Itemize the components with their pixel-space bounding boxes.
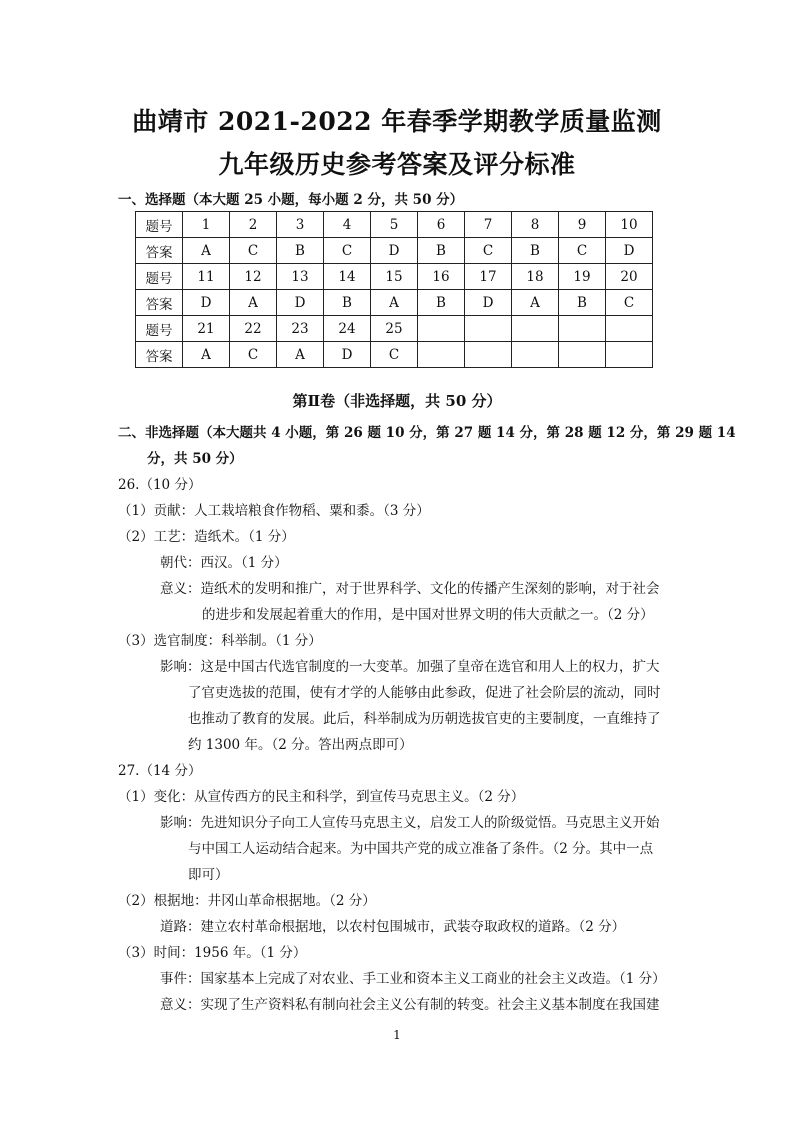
table-cell: B [512,238,559,264]
table-cell: B [277,238,324,264]
table-cell: 6 [418,212,465,238]
table-row [136,212,653,238]
table-cell: 19 [559,264,606,290]
table-cell: B [418,238,465,264]
q27-answer1-impact-l3: 即可） [188,867,229,883]
table-row-header: 答案 [136,290,183,316]
table-cell: 8 [512,212,559,238]
table-cell: 22 [230,316,277,342]
q27-answer3: （3）时间：1956 年。（1 分） [118,945,307,961]
table-cell: C [371,342,418,368]
table-row-header: 题号 [136,264,183,290]
table-cell: 21 [183,316,230,342]
table-cell: C [230,238,277,264]
q26-answer2-dynasty: 朝代：西汉。（1 分） [160,555,288,571]
table-cell [418,342,465,368]
table-cell [559,316,606,342]
q26-answer1: （1）贡献：人工栽培粮食作物稻、粟和黍。（3 分） [118,503,430,519]
section2-heading-line2: 分，共 50 分） [147,451,243,467]
table-cell: 1 [183,212,230,238]
q26-answer3-impact-l1: 影响：这是中国古代选官制度的一大变革。加强了皇帝在选官和用人上的权力，扩大 [160,659,660,675]
table-row [136,290,653,316]
q27-answer2-road: 道路：建立农村革命根据地，以农村包围城市，武装夺取政权的道路。（2 分） [160,919,626,935]
table-cell [559,342,606,368]
table-cell: D [465,290,512,316]
q26-answer2-significance-l1: 意义：造纸术的发明和推广，对于世界科学、文化的传播产生深刻的影响，对于社会 [160,581,660,597]
table-cell: C [324,238,371,264]
table-cell [418,316,465,342]
table-cell: 3 [277,212,324,238]
q27-answer1-impact-l2: 与中国工人运动结合起来。为中国共产党的成立准备了条件。（2 分。其中一点 [188,841,654,857]
q26-answer3-impact-l2: 了官吏选拔的范围，使有才学的人能够由此参政，促进了社会阶层的流动，同时 [188,685,661,701]
q27-answer2: （2）根据地：井冈山革命根据地。（2 分） [118,893,376,909]
table-cell: A [183,342,230,368]
document-subtitle: 九年级历史参考答案及评分标准 [218,150,576,179]
page-number: 1 [393,1028,401,1042]
table-cell: D [606,238,653,264]
table-cell: 17 [465,264,512,290]
table-cell: A [183,238,230,264]
table-cell: 7 [465,212,512,238]
q27-answer1-impact-l1: 影响：先进知识分子向工人宣传马克思主义，启发工人的阶级觉悟。马克思主义开始 [160,815,660,831]
table-cell: 9 [559,212,606,238]
table-cell: 20 [606,264,653,290]
table-cell: A [371,290,418,316]
table-cell: 10 [606,212,653,238]
table-cell [606,316,653,342]
table-row-header: 题号 [136,316,183,342]
table-cell: 24 [324,316,371,342]
table-cell: C [230,342,277,368]
section1-heading: 一、选择题（本大题 25 小题，每小题 2 分，共 50 分） [118,192,464,208]
table-cell: 15 [371,264,418,290]
q26-answer2: （2）工艺：造纸术。（1 分） [118,529,295,545]
part2-title: 第Ⅱ卷（非选择题，共 50 分） [292,392,502,410]
q27-heading: 27.（14 分） [118,763,202,779]
table-row [136,238,653,264]
q26-answer2-significance-l2: 的进步和发展起着重大的作用，是中国对世界文明的伟大贡献之一。（2 分） [202,607,654,623]
table-cell: D [277,290,324,316]
table-cell: C [606,290,653,316]
q27-answer3-significance: 意义：实现了生产资料私有制向社会主义公有制的转变。社会主义基本制度在我国建 [160,997,660,1013]
q26-answer3-impact-l3: 也推动了教育的发展。此后，科举制成为历朝选拔官吏的主要制度，一直维持了 [188,711,661,727]
table-row [136,316,653,342]
table-cell: 14 [324,264,371,290]
table-cell: D [371,238,418,264]
table-cell: 23 [277,316,324,342]
q26-answer3: （3）选官制度：科举制。（1 分） [118,633,322,649]
q26-answer3-impact-l4: 约 1300 年。（2 分。答出两点即可） [188,737,413,753]
table-cell: 18 [512,264,559,290]
table-cell: B [324,290,371,316]
table-cell: 25 [371,316,418,342]
table-cell: A [512,290,559,316]
section2-heading-line1: 二、非选择题（本大题共 4 小题，第 26 题 10 分，第 27 题 14 分，第 28 题 12 分，第 29 题 14 [118,425,736,441]
table-cell: 11 [183,264,230,290]
table-row-header: 题号 [136,212,183,238]
table-cell [465,316,512,342]
table-cell: D [183,290,230,316]
answer-table [135,211,653,368]
table-cell: A [230,290,277,316]
table-cell [512,316,559,342]
q27-answer1: （1）变化：从宣传西方的民主和科学，到宣传马克思主义。（2 分） [118,789,525,805]
table-cell [512,342,559,368]
document-title: 曲靖市 2021-2022 年春季学期教学质量监测 [132,107,662,136]
q26-heading: 26.（10 分） [118,477,202,493]
table-cell: D [324,342,371,368]
table-cell: B [559,290,606,316]
table-cell: C [559,238,606,264]
table-cell: C [465,238,512,264]
table-cell: A [277,342,324,368]
table-cell: 13 [277,264,324,290]
table-cell [465,342,512,368]
table-row-header: 答案 [136,238,183,264]
table-row [136,342,653,368]
q27-answer3-event: 事件：国家基本上完成了对农业、手工业和资本主义工商业的社会主义改造。（1 分） [160,971,666,987]
table-cell: 4 [324,212,371,238]
table-cell [606,342,653,368]
table-cell: 16 [418,264,465,290]
table-row-header: 答案 [136,342,183,368]
table-cell: 2 [230,212,277,238]
table-cell: 5 [371,212,418,238]
table-cell: 12 [230,264,277,290]
table-row [136,264,653,290]
table-cell: B [418,290,465,316]
